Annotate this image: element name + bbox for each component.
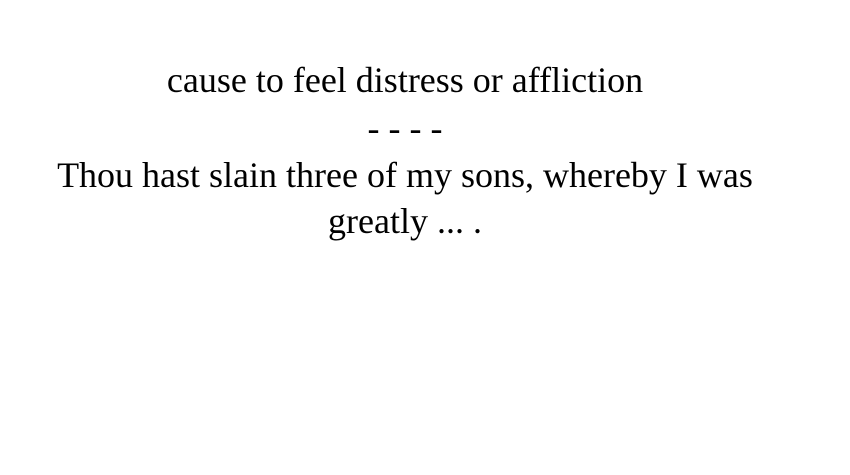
separator-dashes: - - - - — [367, 108, 443, 148]
example-sentence: Thou hast slain three of my sons, whereby I was greatly ... . — [57, 155, 753, 241]
definition-text: cause to feel distress or affliction — [166, 60, 644, 100]
